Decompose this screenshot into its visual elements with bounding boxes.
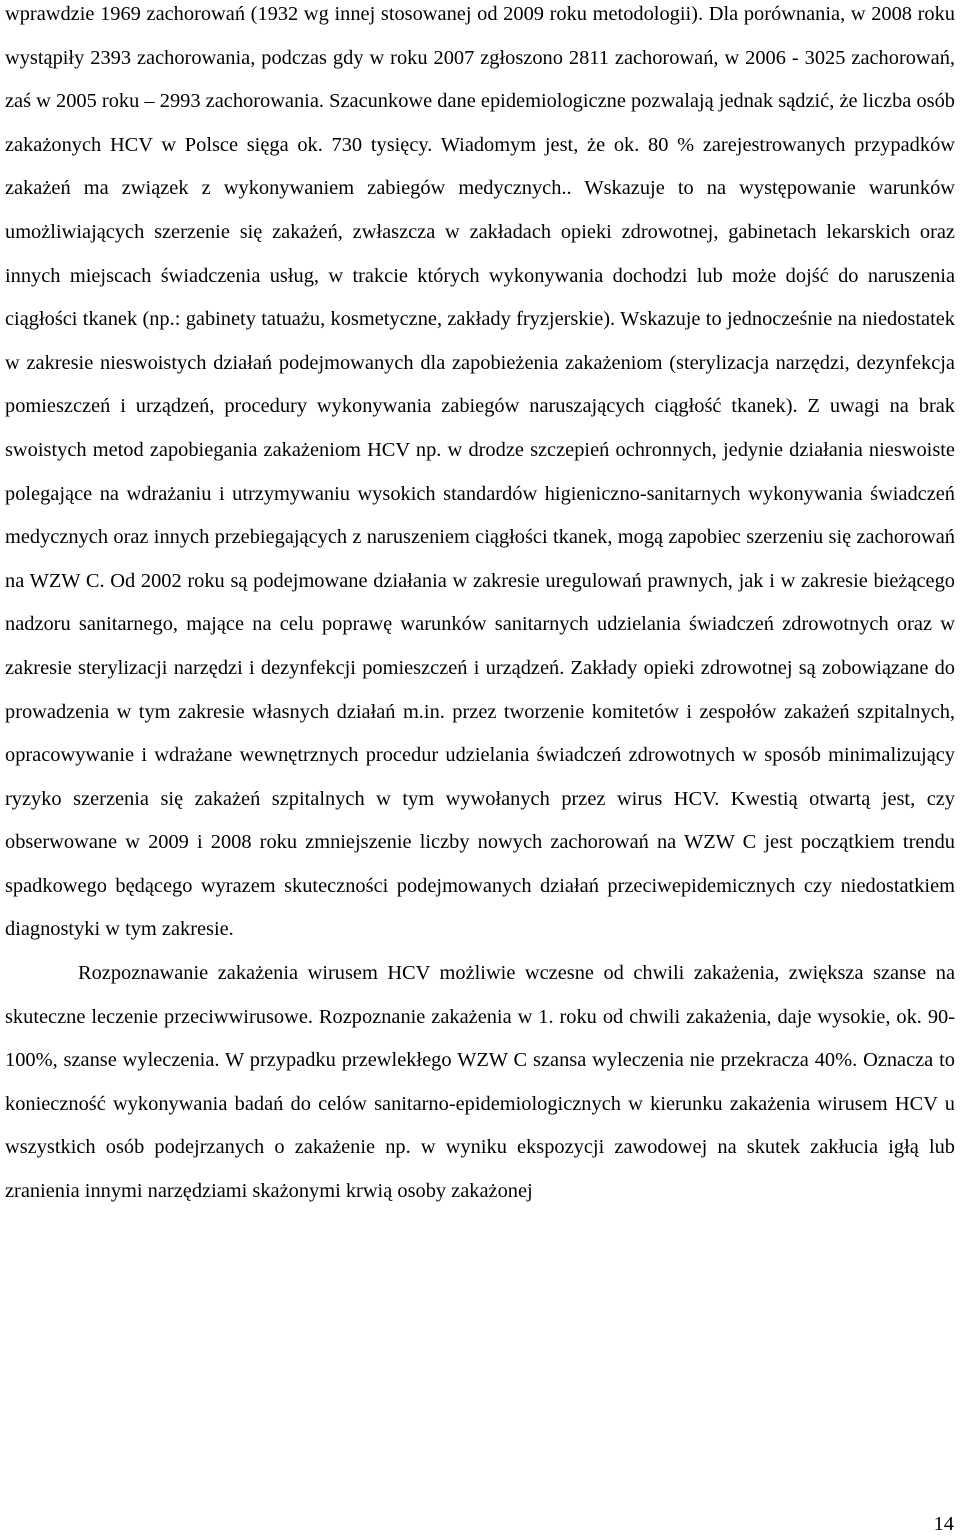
body-paragraph: wprawdzie 1969 zachorowań (1932 wg innej stosowanej od 2009 roku metodologii). Dla porównania, w 2008 roku wystąpiły 2393 zachorowania, podczas gdy w roku 2007 zgłoszono 2811 zachorowań, w 2006 - 3025 zachorowań, zaś w 2005 roku – 2993 zachorowania. Szacunkowe dane epidemiologiczne pozwalają jednak sądzić, że liczba osób zakażonych HCV w Polsce sięga ok. 730 tysięcy. Wiadomym jest, że ok. 80 % zarejestrowanych przypadków zakażeń ma związek z wykonywaniem zabiegów medycznych.. Wskazuje to na występowanie warunków umożliwiających szerzenie się zakażeń, zwłaszcza w zakładach opieki zdrowotnej, gabinetach lekarskich oraz innych miejscach świadczenia usług, w trakcie których wykonywania dochodzi lub może dojść do naruszenia ciągłości tkanek (np.: gabinety tatuażu, kosmetyczne, zakłady fryzjerskie). Wskazuje to jednocześnie na niedostatek w zakresie nieswoistych działań podejmowanych dla zapobieżenia zakażeniom (sterylizacja narzędzi, dezynfekcja pomieszczeń i urządzeń, procedury wykonywania zabiegów naruszających ciągłość tkanek). Z uwagi na brak swoistych metod zapobiegania zakażeniom HCV np. w drodze szczepień ochronnych, jedynie działania nieswoiste polegające na wdrażaniu i utrzymywaniu wysokich standardów higieniczno-sanitarnych wykonywania świadczeń medycznych oraz innych przebiegających z naruszeniem ciągłości tkanek, mogą zapobiec szerzeniu się zachorowań na WZW C. Od 2002 roku są podejmowane działania w zakresie uregulowań prawnych, jak i w zakresie bieżącego nadzoru sanitarnego, mające na celu poprawę warunków sanitarnych udzielania świadczeń zdrowotnych oraz w zakresie sterylizacji narzędzi i dezynfekcji pomieszczeń i urządzeń. Zakłady opieki zdrowotnej są zobowiązane do prowadzenia w tym zakresie własnych działań m.in. przez tworzenie komitetów i zespołów zakażeń szpitalnych, opracowywanie i wdrażane wewnętrznych procedur udzielania świadczeń zdrowotnych w sposób minimalizujący ryzyko szerzenia się zakażeń szpitalnych w tym wywołanych przez wirus HCV. Kwestią otwartą jest, czy obserwowane w 2009 i 2008 roku zmniejszenie liczby nowych zachorowań na WZW C jest początkiem trendu spadkowego będącego wyrazem skuteczności podejmowanych działań przeciwepidemicznych czy niedostatkiem diagnostyki w tym zakresie. [5,3,955,941]
body-paragraph: Rozpoznawanie zakażenia wirusem HCV możliwie wczesne od chwili zakażenia, zwiększa szanse na skuteczne leczenie przeciwwirusowe. Rozpoznanie zakażenia w 1. roku od chwili zakażenia, daje wysokie, ok. 90-100%, szanse wyleczenia. W przypadku przewlekłego WZW C szansa wyleczenia nie przekracza 40%. Oznacza to konieczność wykonywania badań do celów sanitarno-epidemiologicznych w kierunku zakażenia wirusem HCV u wszystkich osób podejrzanych o zakażenie np. w wyniku ekspozycji zawodowej na skutek zakłucia igłą lub zranienia innymi narzędziami skażonymi krwią osoby zakażonej [5,962,955,1203]
document-page [5,0,955,1214]
page-number: 14 [933,1513,954,1535]
